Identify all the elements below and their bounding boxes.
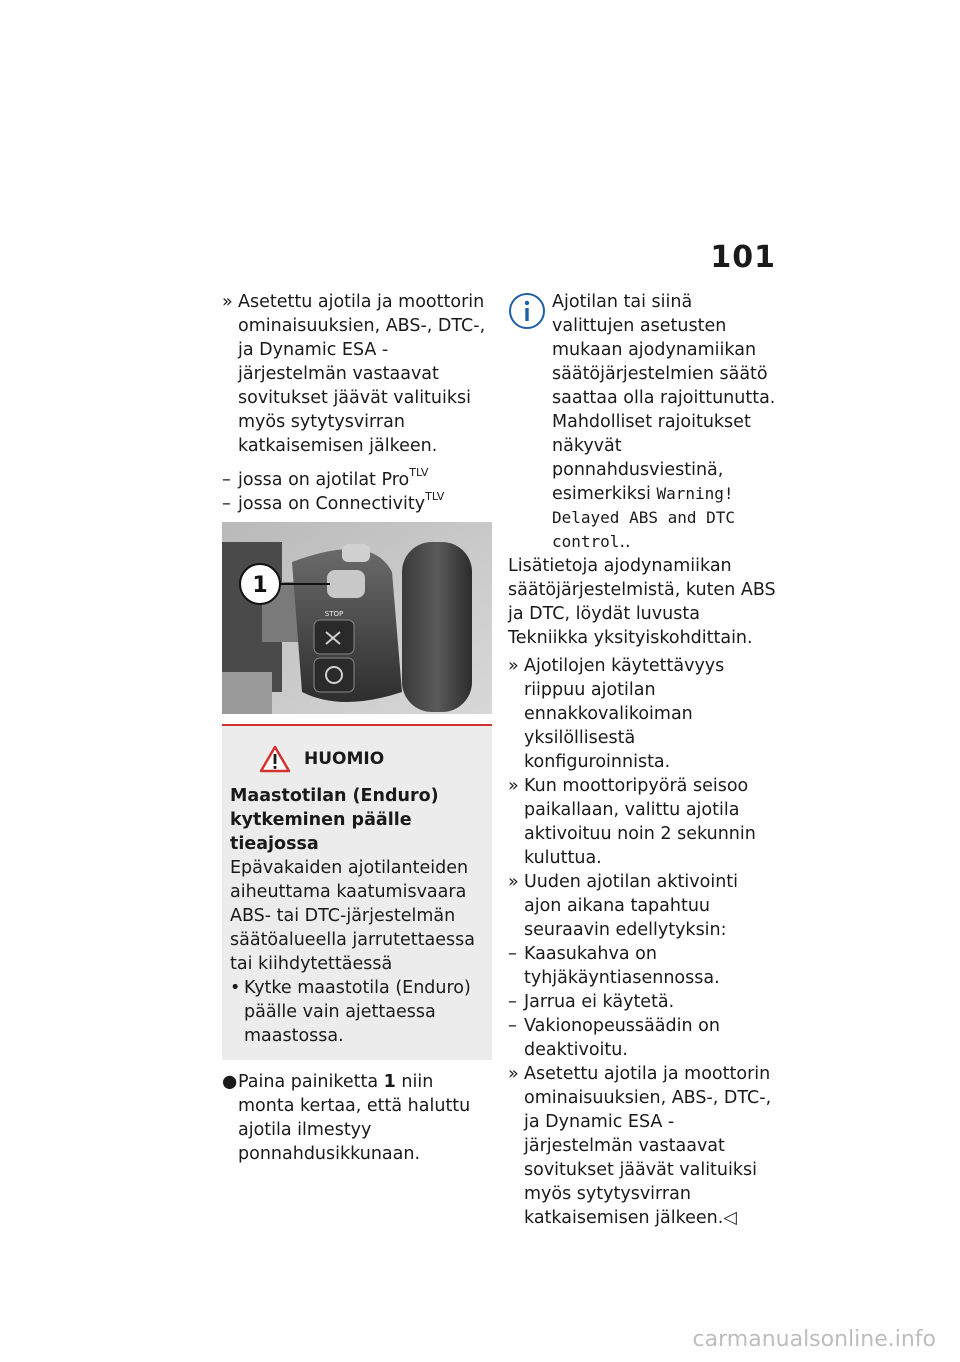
info-message: Warning! Delayed ABS and DTC control [552, 484, 736, 551]
left-column [222, 290, 492, 1166]
condition-text: Vakionopeussäädin on deaktivoitu. [524, 1016, 720, 1060]
bullet-marker: • [230, 978, 241, 998]
action-step [222, 1070, 492, 1166]
result-text: Asetettu ajotila ja moottorin ominaisuuksien, ABS-, DTC-, ja Dynamic ESA -järjestelmän vastaavat sovitukset jäävät valituiksi myös sytytysvirran katkaisemisen jälkeen. [238, 292, 486, 456]
result-text: Asetettu ajotila ja moottorin ominaisuuksien, ABS-, DTC-, ja Dynamic ESA -järjestelmän vastaavat sovitukset jäävät valituiksi myös sytytysvirran katkaisemisen jälkeen. [524, 1064, 772, 1228]
dash-marker: – [508, 992, 517, 1012]
stop-label: STOP [324, 610, 344, 618]
result-item [508, 1062, 780, 1230]
warning-subtitle: Maastotilan (Enduro) kytkeminen päälle tieajossa [230, 786, 439, 854]
result-marker: » [508, 1064, 519, 1084]
result-item [508, 870, 780, 942]
condition-item [508, 1014, 780, 1062]
callout-label: 1 [252, 573, 268, 598]
result-step [222, 290, 492, 458]
action-marker: ● [222, 1072, 238, 1092]
option-text: jossa on Connectivity [238, 494, 426, 514]
dash-marker: – [508, 944, 517, 964]
warning-bullet [230, 976, 484, 1048]
right-column [508, 290, 780, 1230]
action-text-pre: Paina painiketta [238, 1072, 384, 1092]
action-button-number: 1 [383, 1072, 396, 1092]
option-item [222, 492, 492, 516]
action-text-post: niin monta kertaa, että haluttu ajotila ilmestyy ponnahdusikkunaan. [238, 1072, 471, 1164]
warning-header [230, 738, 484, 780]
end-mark: ◁ [723, 1208, 737, 1228]
warning-text: Epävakaiden ajotilanteiden aiheuttama kaatumisvaara ABS- tai DTC-järjestelmän säätöalueella jarrutettaessa tai kiihdytettäessä [230, 858, 475, 974]
dash-marker: – [508, 1016, 517, 1036]
warning-box [222, 724, 492, 1060]
result-marker: » [508, 656, 519, 676]
page-number: 101 [710, 240, 776, 275]
result-marker: » [508, 872, 519, 892]
option-item [222, 468, 492, 492]
info-more: Lisätietoja ajodynamiikan säätöjärjestelmistä, kuten ABS ja DTC, löydät luvusta Tekniikka yksityiskohdittain. [508, 556, 776, 648]
condition-item [508, 942, 780, 990]
result-text: Ajotilojen käytettävyys riippuu ajotilan ennakkovalikoiman yksilöllisestä konfiguroinnista. [524, 656, 725, 772]
result-marker: » [508, 776, 519, 796]
condition-text: Kaasukahva on tyhjäkäyntiasennossa. [524, 944, 720, 988]
warning-bullet-text: Kytke maastotila (Enduro) päälle vain ajettaessa maastossa. [244, 978, 471, 1046]
result-text: Kun moottoripyörä seisoo paikallaan, valittu ajotila aktivoituu noin 2 sekunnin kuluttua. [524, 776, 756, 868]
result-item [508, 774, 780, 870]
option-sup: TLV [425, 490, 445, 504]
info-message-end: .. [619, 532, 631, 552]
result-text: Uuden ajotilan aktivointi ajon aikana tapahtuu seuraavin edellytyksin: [524, 872, 739, 940]
condition-text: Jarrua ei käytetä. [524, 992, 675, 1012]
dash-marker: – [222, 494, 231, 514]
handlebar-switch-photo [222, 522, 492, 714]
info-block [508, 290, 780, 554]
result-item [508, 654, 780, 774]
dash-marker: – [222, 470, 231, 490]
option-sup: TLV [409, 466, 429, 480]
warning-triangle-icon [260, 745, 290, 773]
warning-body [230, 856, 484, 1048]
result-marker: » [222, 292, 233, 312]
option-text: jossa on ajotilat Pro [238, 470, 410, 490]
info-icon [508, 292, 546, 330]
condition-item [508, 990, 780, 1014]
warning-title: HUOMIO [304, 749, 385, 769]
info-text: Ajotilan tai siinä valittujen asetusten mukaan ajodynamiikan säätöjärjestelmien säätö saattaa olla rajoittunutta. Mahdolliset rajoitukset näkyvät ponnahdusviestinä, esimerkiksi Warning! Delayed ABS and DTC control.. [552, 292, 776, 552]
watermark: carmanualsonline.info [692, 1327, 936, 1352]
